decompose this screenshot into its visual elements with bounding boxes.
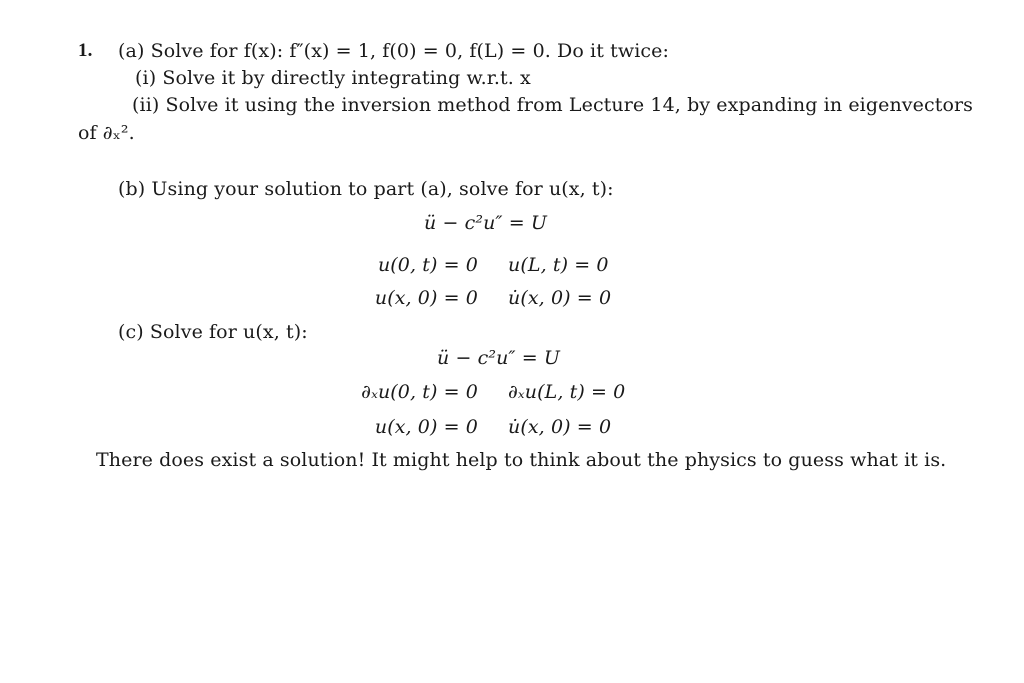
part-b-intro: (b) Using your solution to part (a), solve for u(x, t): [118, 178, 614, 200]
part-b-bc-right: u(L, t) = 0 [508, 254, 609, 276]
part-c-ic-right: u̇(x, 0) = 0 [508, 416, 612, 438]
part-a-item-i: (i) Solve it by directly integrating w.r.t. x [135, 67, 531, 89]
part-b-ic-left: u(x, 0) = 0 [374, 287, 478, 309]
part-c-note: There does exist a solution! It might help to think about the physics to guess what it is. [96, 449, 947, 471]
part-c-intro: (c) Solve for u(x, t): [118, 321, 308, 343]
part-c-ic-left: u(x, 0) = 0 [374, 416, 478, 438]
part-b-bc-left: u(0, t) = 0 [377, 254, 478, 276]
part-a-intro: (a) Solve for f(x): f″(x) = 1, f(0) = 0, f(L) = 0. Do it twice: [118, 40, 669, 62]
problem-number: 1. [78, 40, 93, 61]
part-c-bc-right: ∂ₓu(L, t) = 0 [508, 381, 626, 403]
part-b-ic-right: u̇(x, 0) = 0 [508, 287, 612, 309]
part-c-equation: ü − c²u″ = U [437, 347, 561, 369]
part-a-item-ii: (ii) Solve it using the inversion method from Lecture 14, by expanding in eigenvectors [132, 94, 974, 116]
part-c-bc-left: ∂ₓu(0, t) = 0 [361, 381, 478, 403]
part-b-equation: ü − c²u″ = U [424, 212, 548, 234]
part-a-item-ii-continuation: of ∂ₓ². [78, 122, 135, 144]
